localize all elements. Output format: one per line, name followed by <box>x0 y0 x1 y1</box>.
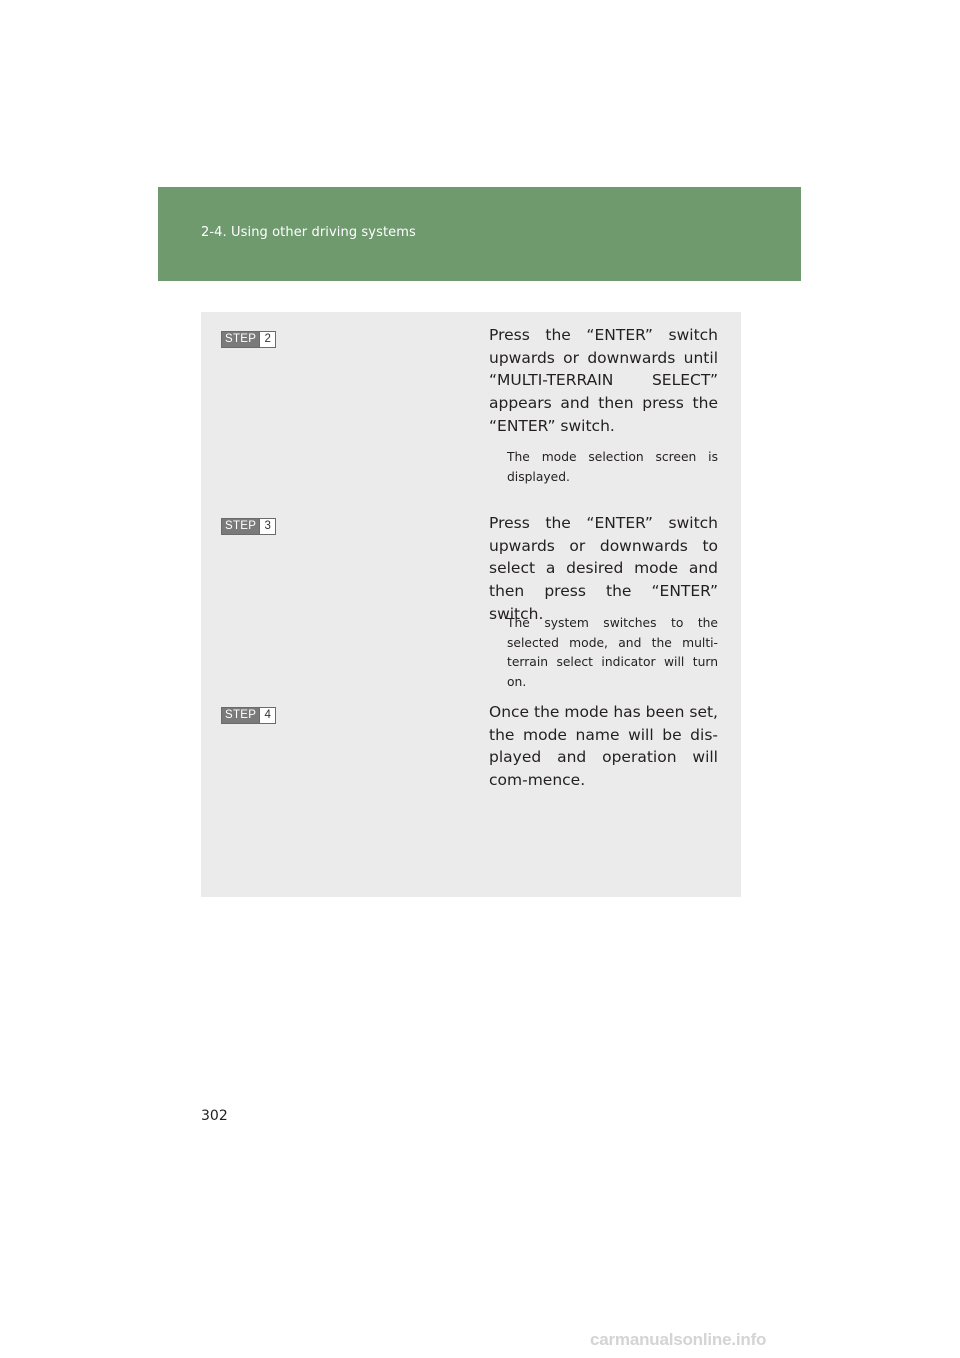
chapter-header-band <box>158 187 801 281</box>
step-3-instruction: Press the “ENTER” switch upwards or downwards to select a desired mode and then press the “ENTER” switch. <box>489 514 718 623</box>
step-2-instruction: Press the “ENTER” switch upwards or downwards until “MULTI-TERRAIN SELECT” appears and then press the “ENTER” switch. <box>489 326 718 435</box>
section-title: 2-4. Using other driving systems <box>201 225 416 240</box>
step-badge-word: STEP <box>222 708 259 723</box>
step-3-note: The system switches to the selected mode, and the multi-terrain select indicator will turn on. <box>507 616 718 689</box>
step-badge-number: 2 <box>259 332 275 347</box>
step-badge-number: 3 <box>259 519 275 534</box>
step-badge-number: 4 <box>259 708 275 723</box>
step-4-instruction: Once the mode has been set, the mode name will be dis-played and operation will com-mence. <box>489 703 718 790</box>
step-badge-word: STEP <box>222 332 259 347</box>
step-badge-3 <box>221 518 276 535</box>
step-badge-2 <box>221 331 276 348</box>
page-number: 302 <box>201 1108 228 1124</box>
watermark: carmanualsonline.info <box>590 1330 767 1349</box>
procedure-panel <box>201 312 741 897</box>
step-badge-word: STEP <box>222 519 259 534</box>
step-2-note: The mode selection screen is displayed. <box>507 450 718 484</box>
step-badge-4 <box>221 707 276 724</box>
